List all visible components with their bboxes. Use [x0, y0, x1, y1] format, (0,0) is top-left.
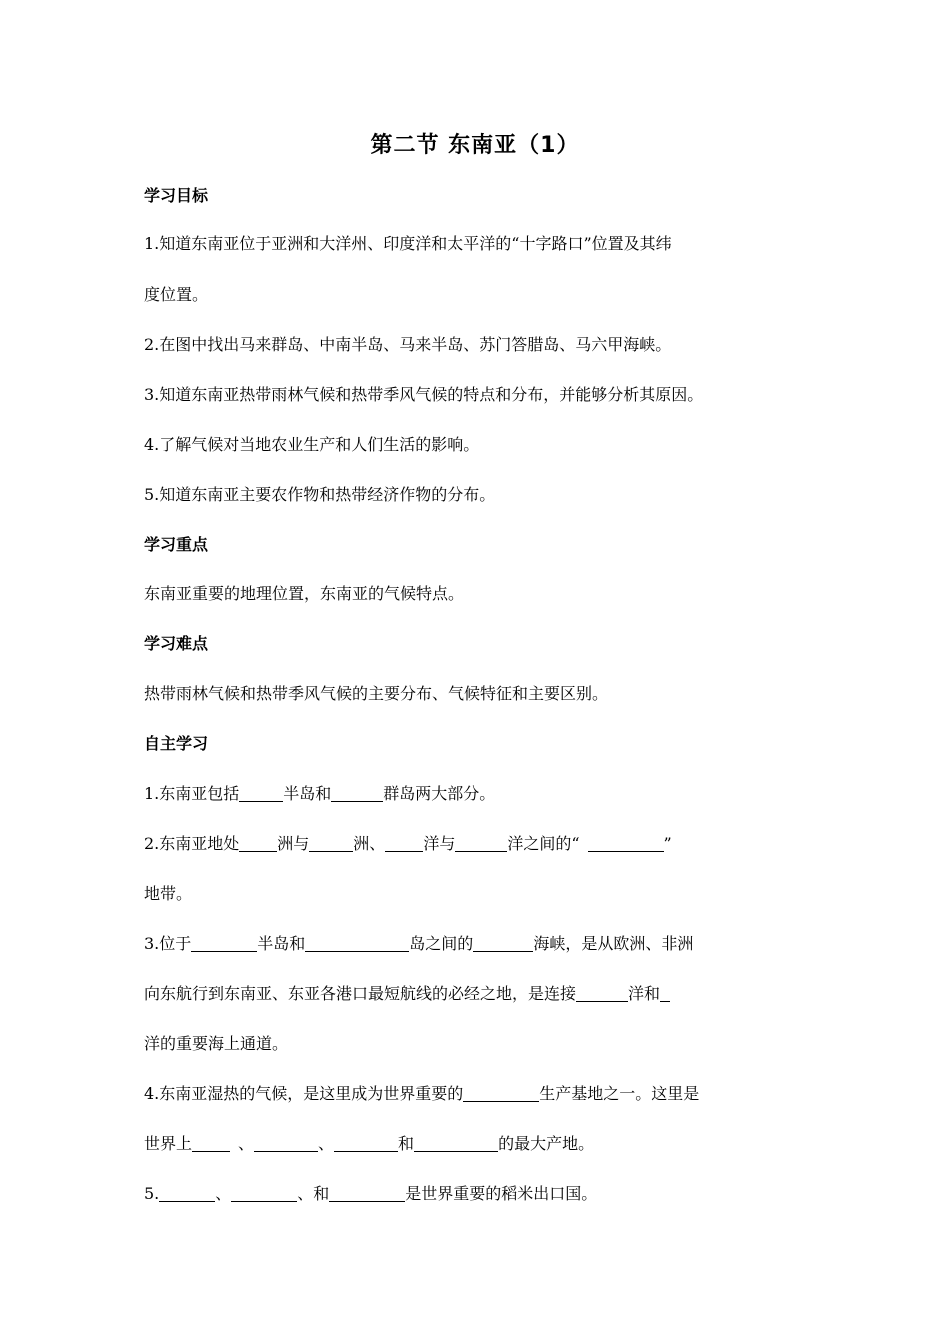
fill-blank[interactable] [309, 835, 353, 852]
question-text: 洲与 [277, 834, 310, 853]
question-4-cont [144, 1131, 594, 1154]
question-text: 向东航行到东南亚、东亚各港口最短航线的必经之地，是连接 [144, 984, 577, 1003]
fill-blank[interactable] [231, 1185, 297, 1202]
objective-item: 4.了解气候对当地农业生产和人们生活的影响。 [144, 435, 480, 454]
question-text: 洋和 [628, 984, 661, 1003]
objectives-heading: 学习目标 [144, 186, 209, 205]
page-title: 第二节 东南亚（1） [370, 133, 580, 158]
objective-item: 1.知道东南亚位于亚洲和大洋州、印度洋和太平洋的“十字路口”位置及其纬 [144, 234, 672, 253]
difficulties-heading: 学习难点 [144, 634, 209, 653]
question-text: 半岛和 [257, 934, 306, 953]
question-text: 和 [398, 1134, 415, 1153]
question-2 [144, 831, 672, 854]
question-text: ” [663, 834, 672, 853]
fill-blank[interactable] [191, 935, 257, 952]
question-text: 洋之间的“ [507, 834, 580, 853]
question-5 [144, 1181, 597, 1204]
fill-blank[interactable] [239, 785, 283, 802]
question-text: 、 [318, 1134, 335, 1153]
difficulties-text: 热带雨林气候和热带季风气候的主要分布、气候特征和主要区别。 [144, 684, 609, 703]
question-text: 、 [215, 1184, 232, 1203]
fill-blank[interactable] [414, 1135, 498, 1152]
question-text: 5. [144, 1184, 160, 1203]
key-points-heading: 学习重点 [144, 535, 209, 554]
question-3 [144, 931, 693, 954]
fill-blank[interactable] [159, 1185, 215, 1202]
question-2-cont: 地带。 [144, 884, 193, 903]
question-text: 海峡，是从欧洲、非洲 [533, 934, 694, 953]
question-text: 2.东南亚地处 [144, 834, 240, 853]
objective-item: 5.知道东南亚主要农作物和热带经济作物的分布。 [144, 485, 496, 504]
fill-blank[interactable] [660, 985, 670, 1002]
question-text: 、 [238, 1134, 255, 1153]
question-4 [144, 1081, 699, 1104]
self-study-heading: 自主学习 [144, 734, 209, 753]
fill-blank[interactable] [473, 935, 533, 952]
question-text: 4.东南亚湿热的气候，是这里成为世界重要的 [144, 1084, 464, 1103]
question-text: 岛之间的 [409, 934, 474, 953]
fill-blank[interactable] [254, 1135, 318, 1152]
fill-blank[interactable] [329, 1185, 405, 1202]
question-text: 是世界重要的稻米出口国。 [405, 1184, 598, 1203]
fill-blank[interactable] [331, 785, 383, 802]
key-points-text: 东南亚重要的地理位置，东南亚的气候特点。 [144, 584, 465, 603]
fill-blank[interactable] [239, 835, 277, 852]
question-3-cont: 洋的重要海上通道。 [144, 1034, 289, 1053]
fill-blank[interactable] [192, 1135, 230, 1152]
fill-blank[interactable] [385, 835, 423, 852]
fill-blank[interactable] [334, 1135, 398, 1152]
objective-item: 2.在图中找出马来群岛、中南半岛、马来半岛、苏门答腊岛、马六甲海峡。 [144, 335, 672, 354]
question-text: 1.东南亚包括 [144, 784, 240, 803]
objective-item: 度位置。 [144, 285, 209, 304]
question-text: 半岛和 [283, 784, 332, 803]
question-text: 的最大产地。 [498, 1134, 595, 1153]
fill-blank[interactable] [588, 835, 664, 852]
fill-blank[interactable] [576, 985, 628, 1002]
objective-item: 3.知道东南亚热带雨林气候和热带季风气候的特点和分布，并能够分析其原因。 [144, 385, 704, 404]
question-3-cont [144, 981, 670, 1004]
question-text: 群岛两大部分。 [383, 784, 496, 803]
question-text: 、和 [297, 1184, 330, 1203]
fill-blank[interactable] [305, 935, 409, 952]
fill-blank[interactable] [455, 835, 507, 852]
question-text: 生产基地之一。这里是 [539, 1084, 700, 1103]
question-text: 世界上 [144, 1134, 193, 1153]
fill-blank[interactable] [463, 1085, 539, 1102]
question-text: 3.位于 [144, 934, 192, 953]
question-1 [144, 781, 495, 804]
question-text: 洲、 [353, 834, 386, 853]
question-text: 洋与 [423, 834, 456, 853]
